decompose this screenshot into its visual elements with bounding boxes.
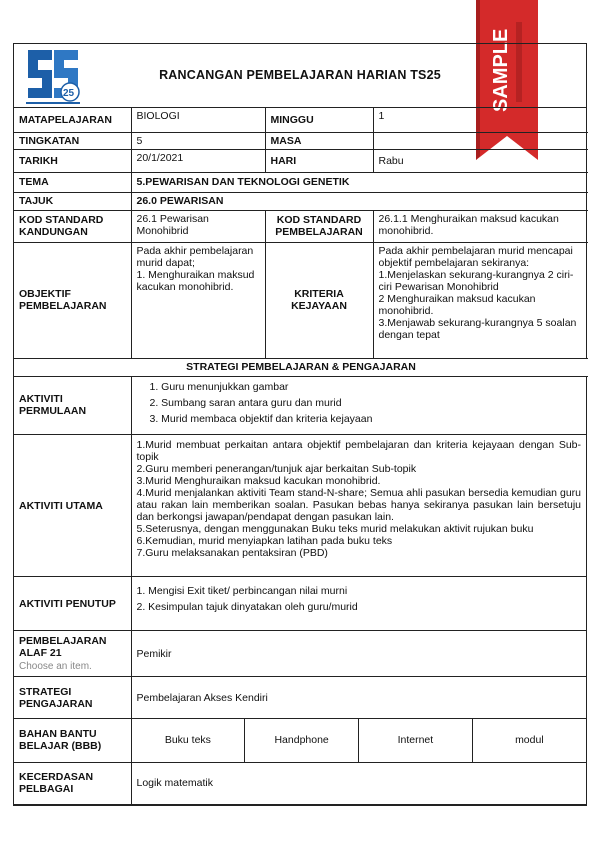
header bbox=[14, 44, 586, 108]
intelligence-label: KECERDASAN PELBAGAI bbox=[14, 763, 131, 805]
day-value: Rabu bbox=[373, 149, 588, 172]
criteria-label: KRITERIA KEJAYAAN bbox=[265, 242, 373, 358]
material-item: Handphone bbox=[245, 719, 359, 762]
materials-table bbox=[14, 719, 586, 763]
criteria-cell bbox=[373, 242, 588, 358]
main-activity-label: AKTIVITI UTAMA bbox=[14, 435, 131, 577]
c21-label: PEMBELAJARAN ALAF 21 bbox=[19, 635, 107, 659]
ribbon-text: SAMPLE bbox=[490, 28, 512, 112]
closing-label: AKTIVITI PENUTUP bbox=[14, 577, 131, 631]
criteria-intro: Pada akhir pembelajaran murid mencapai objektif pembelajaran sekiranya: bbox=[378, 244, 573, 269]
main-activity-item: 4.Murid menjalankan aktiviti Team stand-N-share; Semua ahli pasukan bersedia kemudian guru atau rakan lain memberikan soalan. Pasukan bebas hanya sekiranya pasukan lain bersetuju dan berkongsi jawapan/pendapat dengan pasukan lain. bbox=[136, 487, 581, 523]
form-value: 5 bbox=[131, 132, 265, 149]
main-activity-item: 1.Murid membuat perkaitan antara objektif pembelajaran dan kriteria kejayaan dengan Sub-topik bbox=[136, 439, 581, 463]
main-activity-item: 5.Seterusnya, dengan menggunakan Buku teks murid melakukan aktivit rujukan buku bbox=[136, 523, 534, 535]
strategy-heading: STRATEGI PEMBELAJARAN & PENGAJARAN bbox=[14, 358, 588, 376]
theme-value: 5.PEWARISAN DAN TEKNOLOGI GENETIK bbox=[131, 172, 588, 192]
c21-value: Pemikir bbox=[131, 631, 586, 677]
day-label: HARI bbox=[265, 149, 373, 172]
intelligence-table bbox=[14, 763, 586, 806]
learning-standard-label: KOD STANDARD PEMBELAJARAN bbox=[265, 210, 373, 242]
objective-value: Pada akhir pembelajaran murid dapat; 1. Menghuraikan maksud kacukan monohibrid. bbox=[131, 242, 265, 358]
opening-item: 3. Murid membaca objektif dan kriteria kejayaan bbox=[149, 412, 373, 425]
subject-value: BIOLOGI bbox=[131, 108, 265, 132]
main-activity-item: 6.Kemudian, murid menyiapkan latihan pada buku teks bbox=[136, 535, 393, 547]
materials-label: BAHAN BANTU BELAJAR (BBB) bbox=[14, 719, 131, 762]
theme-label: TEMA bbox=[14, 172, 131, 192]
main-activity-item: 2.Guru memberi penerangan/tunjuk ajar berkaitan Sub-topik bbox=[136, 463, 417, 475]
logo-number: 25 bbox=[63, 88, 75, 99]
criteria-item: 1.Menjelaskan sekurang-kurangnya 2 ciri-ciri Pewarisan Monohibrid bbox=[378, 268, 574, 293]
activities-table bbox=[14, 377, 586, 720]
material-item: Buku teks bbox=[131, 719, 245, 762]
c21-dropdown-hint[interactable]: Choose an item. bbox=[19, 661, 92, 672]
main-activity-item: 7.Guru melaksanakan pentaksiran (PBD) bbox=[136, 547, 328, 559]
opening-item: 1. Guru menunjukkan gambar bbox=[149, 380, 289, 393]
c21-label-cell bbox=[14, 631, 131, 677]
time-label: MASA bbox=[265, 132, 373, 149]
material-item: Internet bbox=[359, 719, 473, 762]
week-value: 1 bbox=[373, 108, 588, 132]
info-table bbox=[14, 108, 588, 377]
criteria-item: 3.Menjawab sekurang-kurangnya 5 soalan dengan tepat bbox=[378, 316, 577, 341]
topic-label: TAJUK bbox=[14, 192, 131, 210]
page-title: RANCANGAN PEMBELAJARAN HARIAN TS25 bbox=[159, 68, 441, 82]
content-standard-value: 26.1 Pewarisan Monohibrid bbox=[131, 210, 265, 242]
lesson-plan-sheet bbox=[13, 43, 587, 806]
main-activity-list bbox=[131, 435, 586, 577]
teaching-strategy-label: STRATEGI PENGAJARAN bbox=[14, 677, 131, 719]
intelligence-value: Logik matematik bbox=[131, 763, 586, 805]
date-value: 20/1/2021 bbox=[131, 149, 265, 172]
content-standard-label: KOD STANDARD KANDUNGAN bbox=[14, 210, 131, 242]
subject-label: MATAPELAJARAN bbox=[14, 108, 131, 132]
opening-item: 2. Sumbang saran antara guru dan murid bbox=[149, 396, 342, 409]
main-activity-item: 3.Murid Menghuraikan maksud kacukan monohibrid. bbox=[136, 475, 381, 487]
opening-label: AKTIVITI PERMULAAN bbox=[14, 377, 131, 435]
closing-item: 2. Kesimpulan tajuk dinyatakan oleh guru/murid bbox=[136, 601, 358, 613]
closing-item: 1. Mengisi Exit tiket/ perbincangan nilai murni bbox=[136, 585, 348, 597]
objective-label: OBJEKTIF PEMBELAJARAN bbox=[14, 242, 131, 358]
date-label: TARIKH bbox=[14, 149, 131, 172]
topic-value: 26.0 PEWARISAN bbox=[131, 192, 588, 210]
opening-list bbox=[131, 377, 586, 435]
material-item: modul bbox=[472, 719, 586, 762]
teaching-strategy-value: Pembelajaran Akses Kendiri bbox=[131, 677, 586, 719]
form-label: TINGKATAN bbox=[14, 132, 131, 149]
time-value bbox=[373, 132, 588, 149]
week-label: MINGGU bbox=[265, 108, 373, 132]
criteria-item: 2 Menghuraikan maksud kacukan monohibrid. bbox=[378, 292, 536, 317]
closing-list bbox=[131, 577, 586, 631]
learning-standard-value: 26.1.1 Menghuraikan maksud kacukan monohibrid. bbox=[373, 210, 588, 242]
